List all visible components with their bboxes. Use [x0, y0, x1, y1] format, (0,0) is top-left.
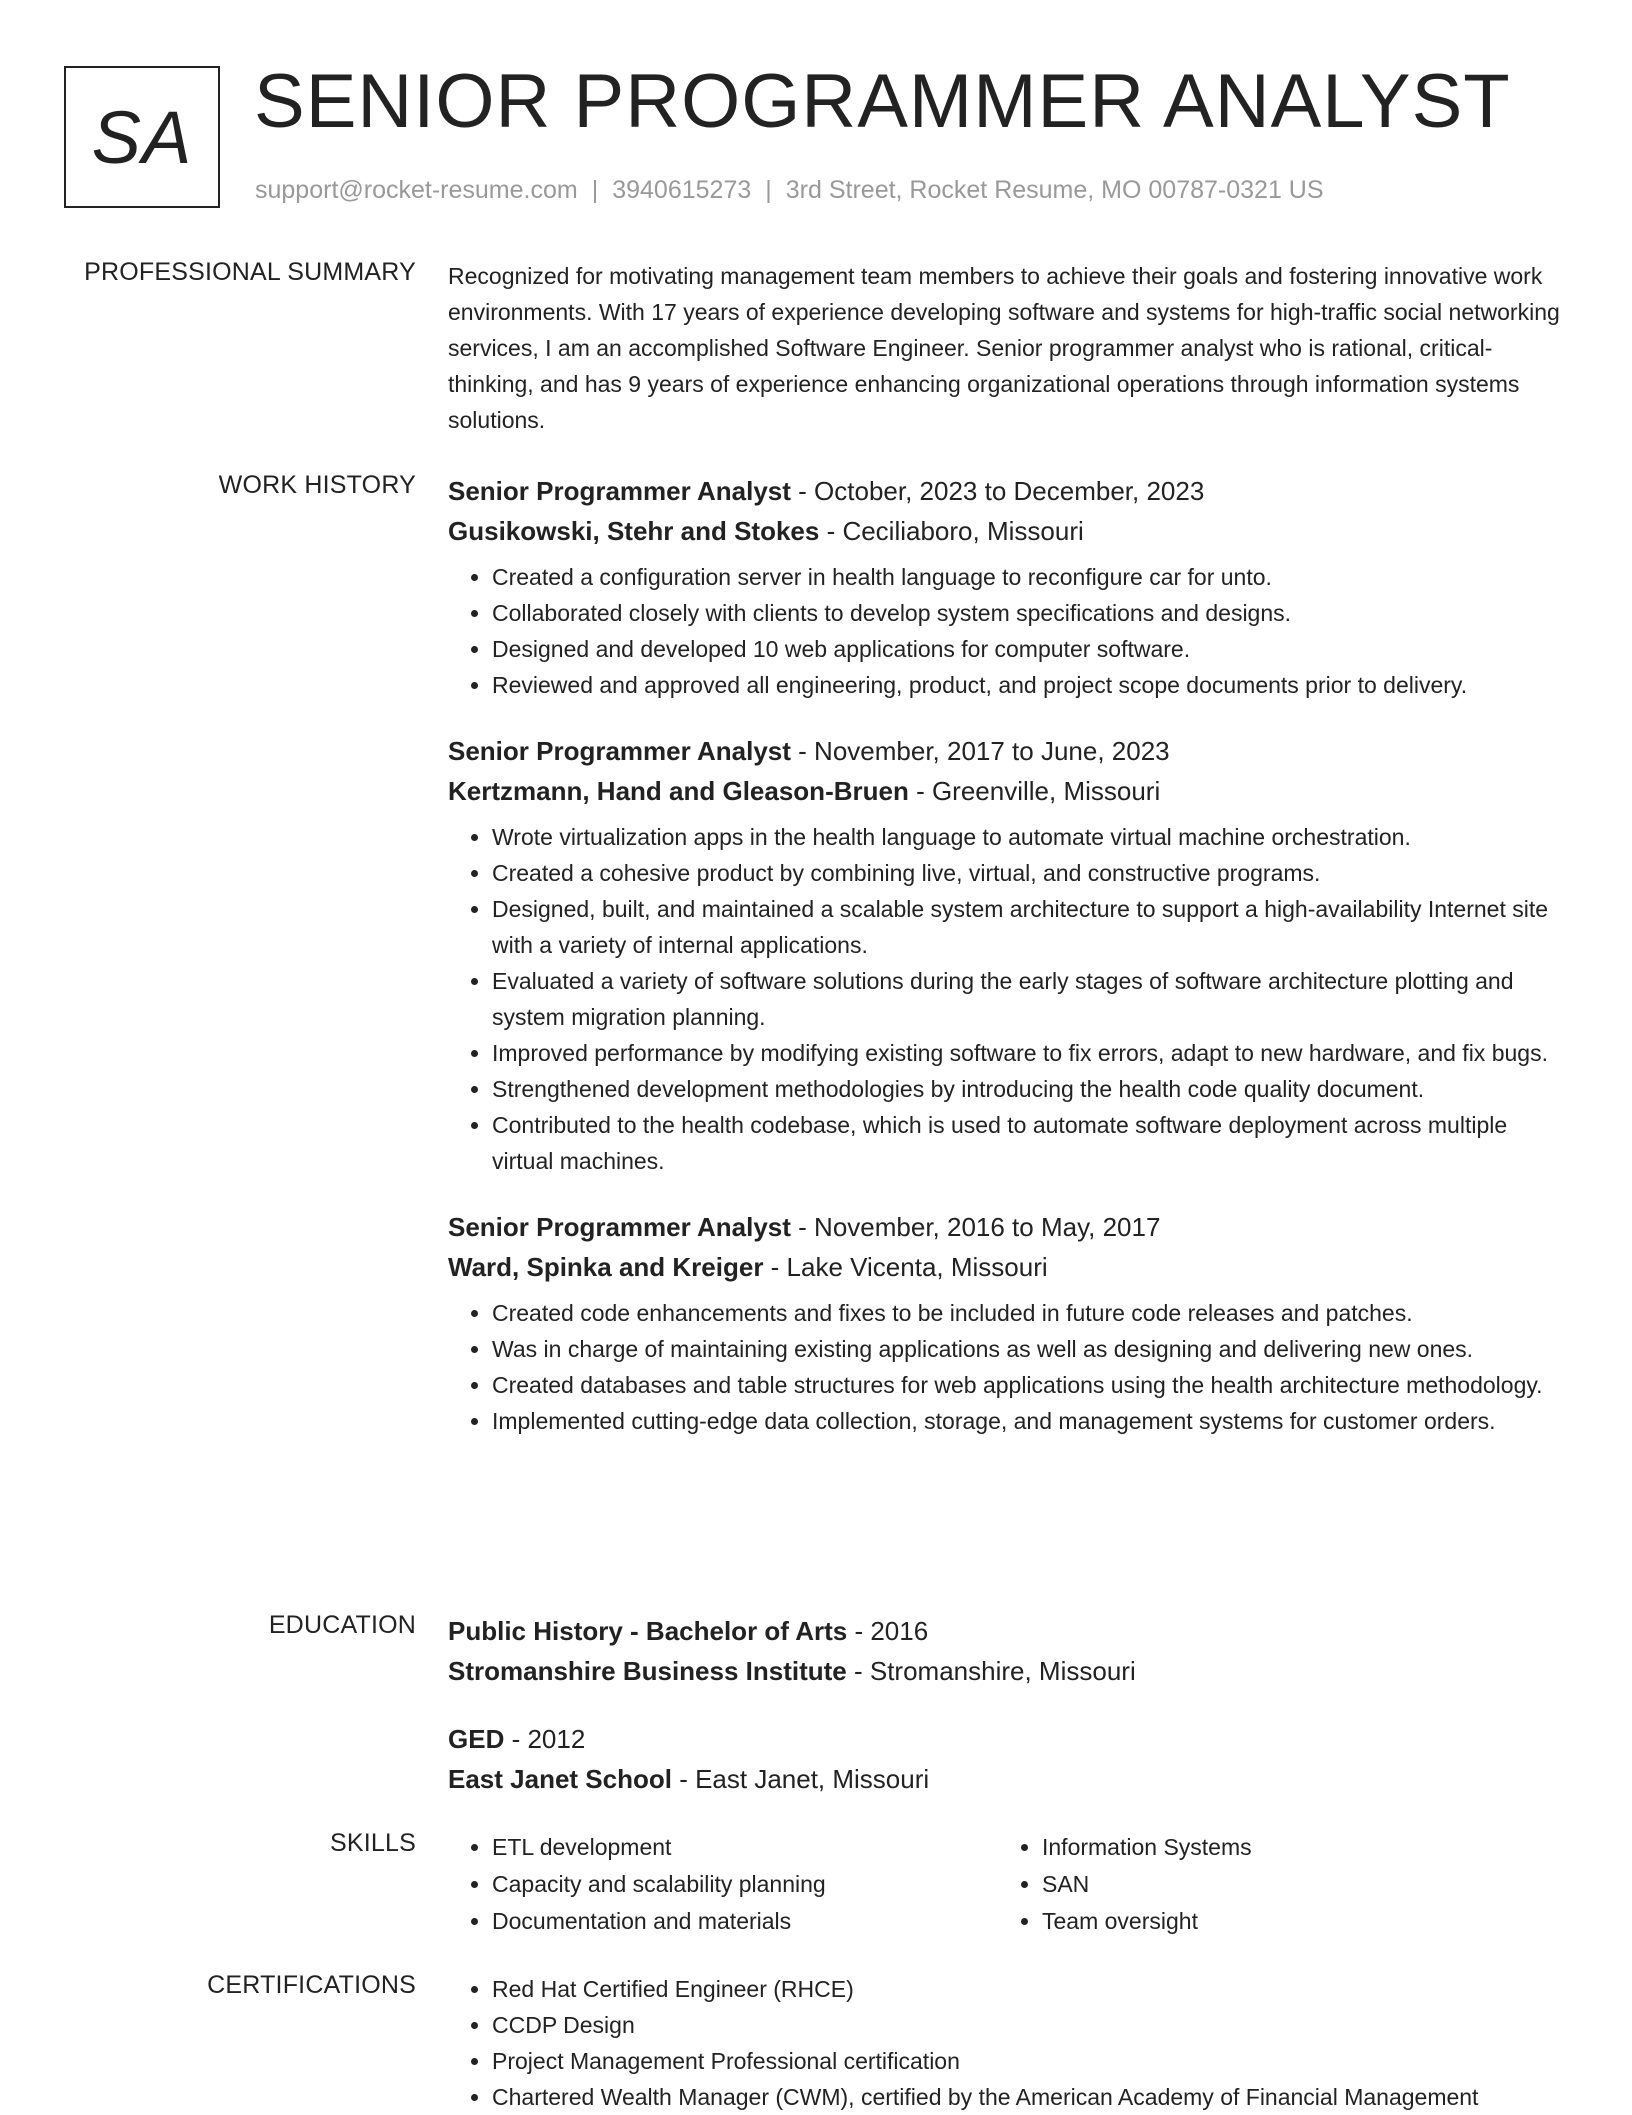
job-bullet: • Reviewed and approved all engineering, product, and project scope documents prior to delivery.: [492, 667, 1568, 703]
skill-item: • ETL development: [492, 1829, 998, 1866]
education-location: - Stromanshire, Missouri: [846, 1656, 1136, 1686]
contact-separator: |: [591, 176, 599, 204]
monogram-badge: [64, 66, 220, 208]
education-school: East Janet School: [448, 1764, 672, 1794]
skills-column-right: [998, 1829, 1548, 1940]
skill-item: • Information Systems: [1042, 1829, 1548, 1866]
certification-item: • Project Management Professional certification: [492, 2043, 1568, 2079]
contact-line: [255, 176, 1324, 205]
contact-address: 3rd Street, Rocket Resume, MO 00787-0321 US: [785, 176, 1324, 204]
job-company: Ward, Spinka and Kreiger: [448, 1252, 764, 1282]
education-degree: GED: [448, 1724, 505, 1754]
section-label-certifications: CERTIFICATIONS: [207, 1971, 416, 1999]
job-bullet: • Contributed to the health codebase, which is used to automate software deployment across multiple virtual machines.: [492, 1107, 1568, 1179]
job-entry: [448, 731, 1568, 1179]
job-location: - Lake Vicenta, Missouri: [763, 1252, 1048, 1282]
education-location: - East Janet, Missouri: [671, 1764, 930, 1794]
summary-text: Recognized for motivating management team members to achieve their goals and fostering innovative work environments. With 17 years of experience developing software and systems for high-traffic social networking services, I am an accomplished Software Engineer. Senior programmer analyst who is rational, critical-thinking, and has 9 years of experience enhancing organizational operations through information systems solutions.: [448, 263, 1560, 433]
job-dates: - October, 2023 to December, 2023: [790, 476, 1205, 506]
skills-column-left: [448, 1829, 998, 1940]
job-bullet: • Created databases and table structures for web applications using the health architecture methodology.: [492, 1367, 1568, 1403]
job-bullet: • Designed and developed 10 web applications for computer software.: [492, 631, 1568, 667]
section-label-work-history: WORK HISTORY: [218, 471, 416, 499]
contact-separator: |: [765, 176, 772, 204]
job-location: - Greenville, Missouri: [908, 776, 1161, 806]
education-entry: [448, 1719, 1568, 1799]
job-bullet: • Collaborated closely with clients to develop system specifications and designs.: [492, 595, 1568, 631]
job-bullet: • Designed, built, and maintained a scalable system architecture to support a high-availability Internet site with a variety of internal applications.: [492, 891, 1568, 963]
job-bullet: • Evaluated a variety of software solutions during the early stages of software architecture plotting and system migration planning.: [492, 963, 1568, 1035]
job-bullet: • Implemented cutting-edge data collection, storage, and management systems for customer orders.: [492, 1403, 1568, 1439]
job-bullets: [448, 559, 1568, 703]
education-year: - 2016: [847, 1616, 929, 1646]
job-bullets: [448, 819, 1568, 1179]
education-degree: Public History - Bachelor of Arts: [448, 1616, 848, 1646]
job-title: Senior Programmer Analyst: [448, 736, 791, 766]
skill-item: • Team oversight: [1042, 1903, 1548, 1940]
education-year: - 2012: [504, 1724, 586, 1754]
job-bullet: • Created a configuration server in health language to reconfigure car for unto.: [492, 559, 1568, 595]
contact-email[interactable]: support@rocket-resume.com: [255, 176, 578, 204]
education-entry: [448, 1611, 1568, 1691]
job-company: Kertzmann, Hand and Gleason-Bruen: [448, 776, 909, 806]
job-dates: - November, 2016 to May, 2017: [790, 1212, 1161, 1242]
contact-phone[interactable]: 3940615273: [612, 176, 752, 204]
job-company: Gusikowski, Stehr and Stokes: [448, 516, 820, 546]
job-bullet: • Created a cohesive product by combining live, virtual, and constructive programs.: [492, 855, 1568, 891]
job-bullet: • Created code enhancements and fixes to be included in future code releases and patches.: [492, 1295, 1568, 1331]
job-bullet: • Was in charge of maintaining existing applications as well as designing and delivering new ones.: [492, 1331, 1568, 1367]
job-entry: [448, 471, 1568, 703]
job-bullets: [448, 1295, 1568, 1439]
job-bullet: • Wrote virtualization apps in the health language to automate virtual machine orchestration.: [492, 819, 1568, 855]
resume-title: SENIOR PROGRAMMER ANALYST: [254, 59, 1511, 144]
certifications-list: [448, 1971, 1568, 2115]
section-label-education: EDUCATION: [268, 1611, 416, 1639]
monogram-text: SA: [91, 95, 193, 179]
certification-item: • Chartered Wealth Manager (CWM), certified by the American Academy of Financial Management: [492, 2079, 1568, 2115]
job-bullet: • Strengthened development methodologies by introducing the health code quality document.: [492, 1071, 1568, 1107]
section-label-skills: SKILLS: [330, 1829, 416, 1857]
certification-item: • CCDP Design: [492, 2007, 1568, 2043]
job-location: - Ceciliaboro, Missouri: [819, 516, 1084, 546]
job-title: Senior Programmer Analyst: [448, 1212, 791, 1242]
job-dates: - November, 2017 to June, 2023: [790, 736, 1170, 766]
job-entry: [448, 1207, 1568, 1439]
skills-grid: [448, 1829, 1568, 1940]
certification-item: • Red Hat Certified Engineer (RHCE): [492, 1971, 1568, 2007]
skill-item: • Capacity and scalability planning: [492, 1866, 998, 1903]
skill-item: • SAN: [1042, 1866, 1548, 1903]
job-title: Senior Programmer Analyst: [448, 476, 791, 506]
job-bullet: • Improved performance by modifying existing software to fix errors, adapt to new hardware, and fix bugs.: [492, 1035, 1568, 1071]
skill-item: • Documentation and materials: [492, 1903, 998, 1940]
education-school: Stromanshire Business Institute: [448, 1656, 847, 1686]
section-label-summary: PROFESSIONAL SUMMARY: [84, 258, 416, 286]
